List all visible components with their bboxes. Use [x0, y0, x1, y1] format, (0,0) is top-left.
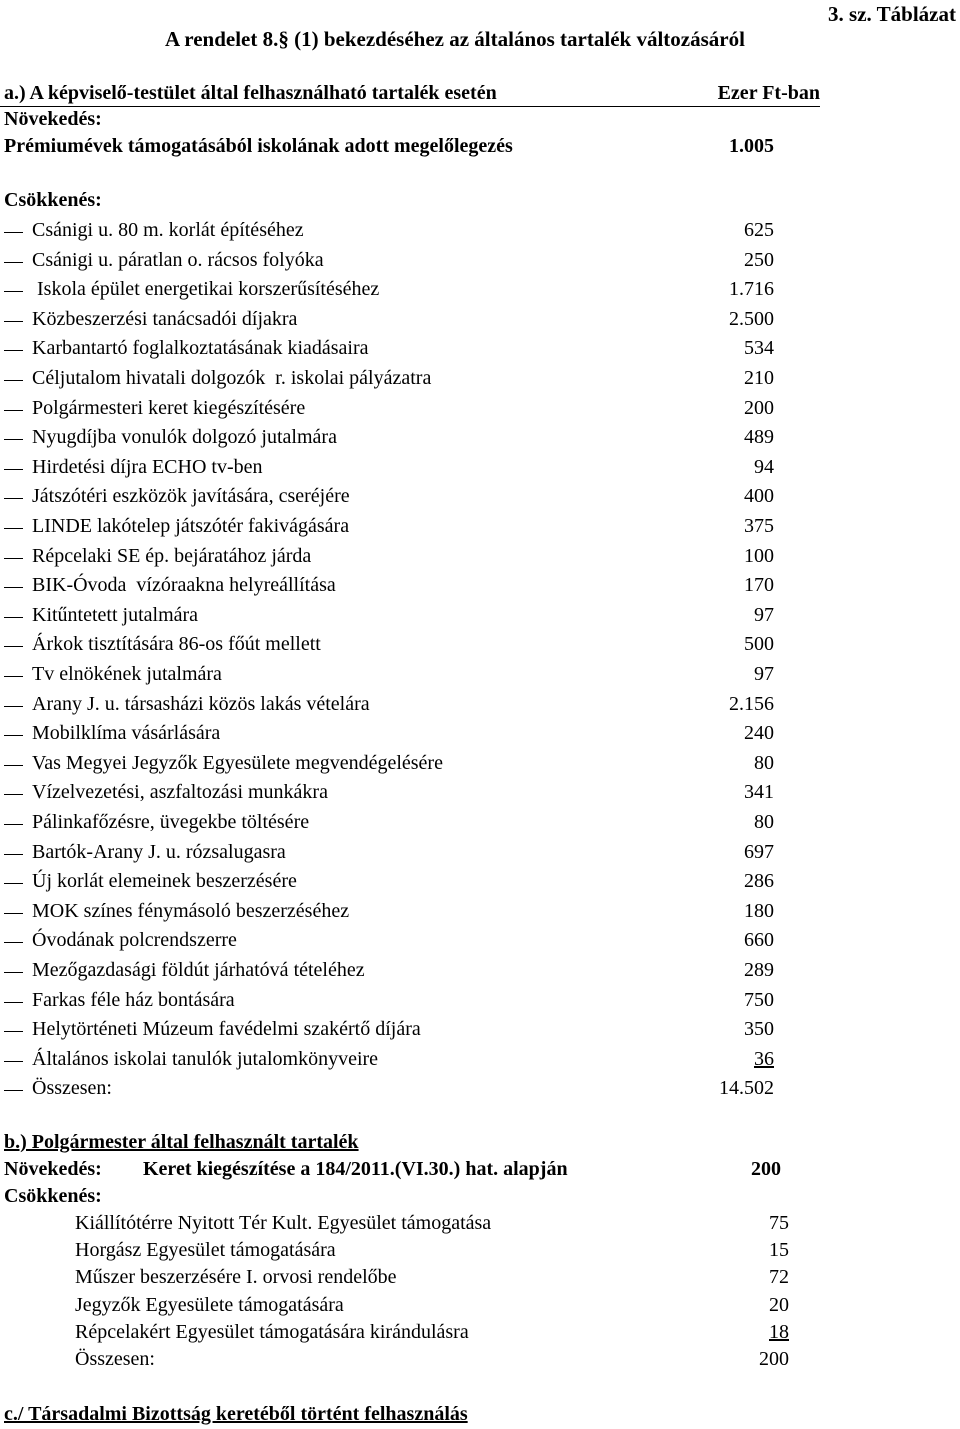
section-b-increase-value: 200	[751, 1158, 781, 1180]
item-value: 170	[744, 574, 774, 597]
item-value: 94	[754, 455, 774, 478]
item-label: Farkas féle ház bontására	[32, 988, 235, 1011]
dash-bullet-icon	[4, 439, 23, 440]
item-label: Nyugdíjba vonulók dolgozó jutalmára	[32, 426, 337, 449]
item-value: 660	[744, 929, 774, 952]
item-value: 375	[744, 515, 774, 537]
dash-bullet-icon	[4, 291, 23, 292]
item-value: 240	[744, 722, 774, 745]
section-a-increase-item: Prémiumévek támogatásából iskolának adott megelőlegezés	[4, 135, 513, 157]
item-label: Polgármesteri keret kiegészítésére	[32, 396, 306, 419]
item-label: Répcelaki SE ép. bejáratához járda	[32, 544, 312, 567]
item-value: 15	[769, 1239, 789, 1262]
item-value: 2.156	[729, 692, 774, 715]
section-c-heading: c./ Társadalmi Bizottság keretéből történt felhasználás	[4, 1403, 468, 1425]
item-label: Játszótéri eszközök javítására, cseréjére	[32, 485, 350, 508]
section-a-increase-value: 1.005	[729, 135, 774, 157]
item-label: Kitűntetett jutalmára	[32, 603, 199, 626]
section-a-heading: a.) A képviselő-testület által felhasználható tartalék esetén	[4, 82, 497, 104]
item-value: 289	[744, 959, 774, 981]
dash-bullet-icon	[4, 558, 23, 559]
item-value: 750	[744, 988, 774, 1011]
item-label: Karbantartó foglalkoztatásának kiadásaira	[32, 337, 369, 360]
item-value: 210	[744, 367, 774, 389]
item-value: 286	[744, 870, 774, 893]
item-label: Vízelvezetési, aszfaltozási munkákra	[32, 781, 328, 804]
item-label: MOK színes fénymásoló beszerzéséhez	[32, 899, 350, 922]
dash-bullet-icon	[4, 913, 23, 914]
item-value: 14.502	[719, 1077, 774, 1100]
item-value: 18	[769, 1320, 789, 1343]
dash-bullet-icon	[4, 854, 23, 855]
dash-bullet-icon	[4, 528, 23, 529]
item-value: 2.500	[729, 307, 774, 330]
item-value: 500	[744, 633, 774, 656]
item-value: 200	[744, 396, 774, 419]
item-value: 350	[744, 1018, 774, 1041]
dash-bullet-icon	[4, 942, 23, 943]
item-label: Általános iskolai tanulók jutalomkönyveire	[32, 1047, 379, 1070]
dash-bullet-icon	[4, 735, 23, 736]
item-label: Arany J. u. társasházi közös lakás vételára	[32, 692, 370, 715]
section-b-increase-item: Keret kiegészítése a 184/2011.(VI.30.) hat. alapján	[143, 1158, 568, 1180]
item-value: 534	[744, 337, 774, 360]
dash-bullet-icon	[4, 410, 23, 411]
item-label: Csánigi u. páratlan o. rácsos folyóka	[32, 248, 324, 271]
item-label: Óvodának polcrendszerre	[32, 929, 237, 952]
item-value: 200	[759, 1348, 789, 1370]
dash-bullet-icon	[4, 824, 23, 825]
item-value: 36	[754, 1047, 774, 1070]
dash-bullet-icon	[4, 794, 23, 795]
item-value: 625	[744, 219, 774, 241]
dash-bullet-icon	[4, 972, 23, 973]
item-label: Árkok tisztítására 86-os főút mellett	[32, 633, 321, 656]
dash-bullet-icon	[4, 617, 23, 618]
item-label: Helytörténeti Múzeum favédelmi szakértő díjára	[32, 1018, 421, 1041]
document-title: A rendelet 8.§ (1) bekezdéséhez az általános tartalék változásáról	[165, 27, 745, 51]
item-label: Csánigi u. 80 m. korlát építéséhez	[32, 219, 304, 241]
section-a-decrease-label: Csökkenés:	[4, 189, 102, 211]
dash-bullet-icon	[4, 350, 23, 351]
section-b-decrease-label: Csökkenés:	[4, 1185, 102, 1207]
item-label: Pálinkafőzésre, üvegekbe töltésére	[32, 811, 310, 833]
item-label: Hirdetési díjra ECHO tv-ben	[32, 455, 263, 478]
item-value: 1.716	[729, 278, 774, 301]
item-label: Bartók-Arany J. u. rózsalugasra	[32, 840, 286, 863]
item-value: 75	[769, 1212, 789, 1234]
dash-bullet-icon	[4, 1031, 23, 1032]
table-number: 3. sz. Táblázat	[828, 2, 956, 26]
item-label: Mezőgazdasági földút járhatóvá tételéhez	[32, 959, 365, 981]
item-label: Új korlát elemeinek beszerzésére	[32, 870, 297, 893]
dash-bullet-icon	[4, 587, 23, 588]
unit-label: Ezer Ft-ban	[717, 82, 820, 104]
dash-bullet-icon	[4, 676, 23, 677]
section-a-heading-row	[0, 82, 820, 107]
item-label: BIK-Óvoda vízóraakna helyreállítása	[32, 574, 336, 597]
dash-bullet-icon	[4, 706, 23, 707]
item-value: 97	[754, 603, 774, 626]
dash-bullet-icon	[4, 646, 23, 647]
item-label: LINDE lakótelep játszótér fakivágására	[32, 515, 350, 537]
item-label: Összesen:	[32, 1077, 112, 1100]
item-label: Vas Megyei Jegyzők Egyesülete megvendégelésére	[32, 751, 443, 774]
item-label: Horgász Egyesület támogatására	[75, 1239, 336, 1262]
item-label: Tv elnökének jutalmára	[32, 663, 222, 685]
item-label: Iskola épület energetikai korszerűsítéséhez	[32, 278, 380, 301]
dash-bullet-icon	[4, 1090, 23, 1091]
item-value: 400	[744, 485, 774, 508]
item-value: 20	[769, 1293, 789, 1316]
item-label: Összesen:	[75, 1348, 155, 1370]
item-value: 100	[744, 544, 774, 567]
item-value: 80	[754, 811, 774, 833]
item-value: 697	[744, 840, 774, 863]
item-value: 341	[744, 781, 774, 804]
item-label: Répcelakért Egyesület támogatására kirándulásra	[75, 1320, 469, 1343]
item-value: 72	[769, 1266, 789, 1289]
item-value: 80	[754, 751, 774, 774]
dash-bullet-icon	[4, 469, 23, 470]
dash-bullet-icon	[4, 262, 23, 263]
item-value: 250	[744, 248, 774, 271]
dash-bullet-icon	[4, 1002, 23, 1003]
dash-bullet-icon	[4, 321, 23, 322]
section-b-heading: b.) Polgármester által felhasznált tartalék	[4, 1131, 359, 1153]
item-label: Mobilklíma vásárlására	[32, 722, 221, 745]
item-label: Jegyzők Egyesülete támogatására	[75, 1293, 344, 1316]
item-label: Műszer beszerzésére I. orvosi rendelőbe	[75, 1266, 397, 1289]
section-a-increase-label: Növekedés:	[4, 108, 102, 130]
item-label: Kiállítótérre Nyitott Tér Kult. Egyesület támogatása	[75, 1212, 492, 1234]
dash-bullet-icon	[4, 883, 23, 884]
item-label: Céljutalom hivatali dolgozók r. iskolai pályázatra	[32, 367, 432, 389]
dash-bullet-icon	[4, 498, 23, 499]
item-value: 97	[754, 663, 774, 685]
item-label: Közbeszerzési tanácsadói díjakra	[32, 307, 298, 330]
section-b-increase-label: Növekedés:	[4, 1158, 102, 1180]
dash-bullet-icon	[4, 765, 23, 766]
dash-bullet-icon	[4, 380, 23, 381]
item-value: 489	[744, 426, 774, 449]
dash-bullet-icon	[4, 1061, 23, 1062]
item-value: 180	[744, 899, 774, 922]
dash-bullet-icon	[4, 232, 23, 233]
